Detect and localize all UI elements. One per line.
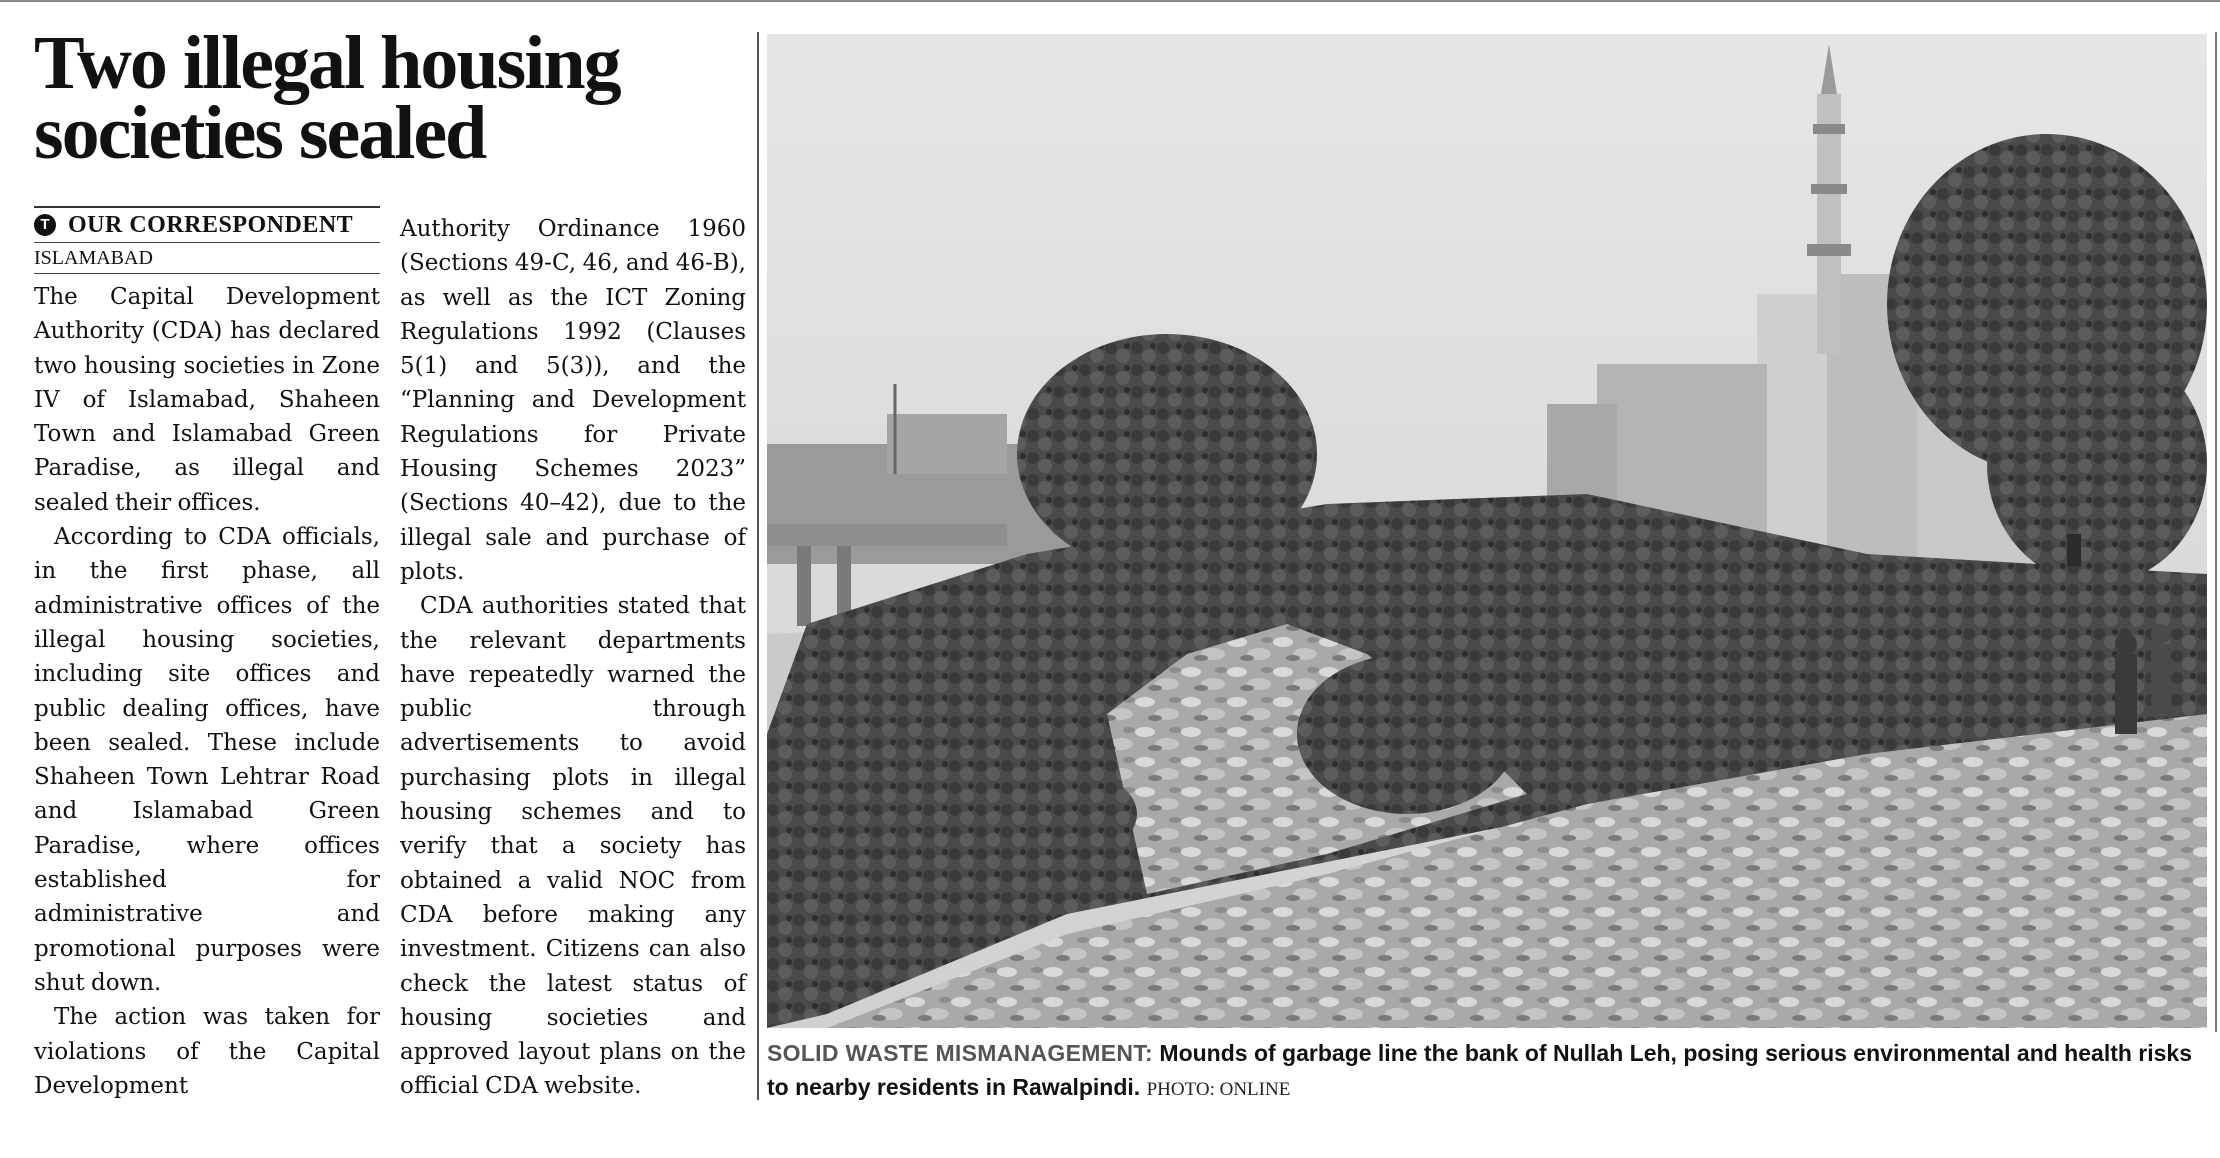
article-headline: Two illegal housing societies sealed <box>34 21 620 175</box>
photo-credit: PHOTO: ONLINE <box>1146 1079 1291 1100</box>
column-divider <box>757 32 759 1100</box>
paragraph: According to CDA officials, in the first phase, all administrative offices of the illegal housing societies, including site offices and public dealing offices, have been sealed. These include Shaheen Town Lehtrar Road and Islamabad Green Paradise, where offices established for administrative and promotional purposes were shut down. <box>34 524 380 996</box>
garbage-riverbank-photo <box>767 34 2207 1028</box>
byline-dateline: ISLAMABAD <box>34 247 153 269</box>
newspaper-logo-icon: T <box>34 214 56 236</box>
paragraph: Authority Ordinance 1960 (Sections 49-C, 46, and 46-B), as well as the ICT Zoning Regulations 1992 (Clauses 5(1) and 5(3)), and the “Planning and Development Regulations for Private Housing Schemes 2023” (Sections 40–42), due to the illegal sale and purchase of plots. <box>400 216 746 585</box>
photo-caption <box>767 1036 2212 1107</box>
article-column-1 <box>34 280 380 1103</box>
paragraph: The Capital Development Authority (CDA) has declared two housing societies in Zone IV of Islamabad, Shaheen Town and Islamabad Green Paradise, as illegal and sealed their offices. <box>34 284 380 516</box>
byline-row <box>34 208 380 242</box>
caption-text: Mounds of garbage line the bank of Nullah Leh, posing serious environmental and health risks to nearby residents in Rawalpindi. <box>767 1040 2193 1100</box>
byline-bottom-rule <box>34 273 380 274</box>
news-photo <box>767 34 2207 1028</box>
paragraph: The action was taken for violations of the Capital Development <box>34 1004 380 1099</box>
page-top-rule <box>0 0 2220 2</box>
byline-author: OUR CORRESPONDENT <box>68 211 354 238</box>
byline <box>34 206 380 274</box>
paragraph: CDA authorities stated that the relevant departments have repeatedly warned the public through advertisements to avoid purchasing plots in illegal housing schemes and to verify that a society has obtained a valid NOC from CDA before making any investment. Citizens can also check the latest status of housing societies and approved layout plans on the official CDA website. <box>400 593 746 1100</box>
article-column-2 <box>400 212 746 1104</box>
photo-right-rule <box>2215 32 2217 1032</box>
caption-kicker: SOLID WASTE MISMANAGEMENT: <box>767 1040 1154 1066</box>
